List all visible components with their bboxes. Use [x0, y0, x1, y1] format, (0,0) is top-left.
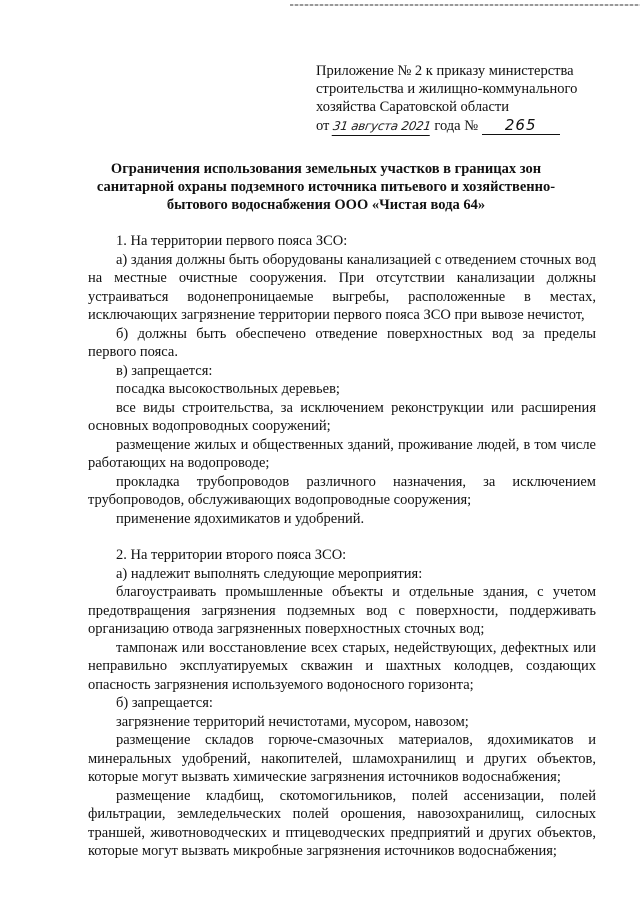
paragraph: посадка высокоствольных деревьев; [116, 381, 340, 397]
paragraph: размещение складов горюче-смазочных материалов, ядохимикатов и минеральных удобрений, накопителей, шламохранилищ и других объектов, которые могут вызвать химические загрязнения источников водоснабжения; [88, 732, 596, 785]
paragraph: все виды строительства, за исключением реконструкции или расширения основных водопроводных сооружений; [88, 399, 596, 434]
paragraph: тампонаж или восстановление всех старых, недействующих, дефектных или неправильно эксплуатируемых скважин и шахтных колодцев, создающих опасность загрязнения используемого водоносного горизонта; [88, 639, 596, 693]
scan-edge-artifact [290, 4, 640, 6]
paragraph: прокладка трубопроводов различного назначения, за исключением трубопроводов, обслуживающих водопроводные сооружения; [88, 473, 596, 508]
header-line-1: Приложение № 2 к приказу министерства [316, 63, 574, 79]
paragraph: б) должны быть обеспечено отведение поверхностных вод за пределы первого пояса. [88, 325, 596, 360]
paragraph: а) здания должны быть оборудованы канализацией с отведением сточных вод на местные очистные сооружения. При отсутствии канализации должны устраиваться водонепроницаемые выгребы, расположенные в местах, исключающих загрязнение территории первого пояса ЗСО при вывозе нечистот, [88, 251, 596, 323]
paragraph: благоустраивать промышленные объекты и отдельные здания, с учетом предотвращения загрязнения подземных вод с поверхности, поддерживать организацию отвода загрязненных поверхностных сточных вод; [88, 584, 596, 637]
paragraph: загрязнение территорий нечистотами, мусором, навозом; [116, 713, 469, 730]
handwritten-order-number: 265 [482, 116, 560, 135]
section-1-heading: 1. На территории первого пояса ЗСО: [116, 233, 348, 249]
header-date-line [316, 116, 616, 136]
paragraph: б) запрещается: [116, 695, 213, 711]
paragraph: применение ядохимикатов и удобрений. [116, 510, 365, 527]
document-title: Ограничения использования земельных участков в границах зон санитарной охраны подземного источника питьевого и хозяйственно-бытового водоснабжения ООО «Чистая вода 64» [96, 161, 556, 213]
header-line-2: строительства и жилищно-коммунального [316, 81, 578, 97]
paragraph: размещение кладбищ, скотомогильников, полей ассенизации, полей фильтрации, земледельческих полей орошения, навозохранилищ, силосных траншей, животноводческих и птицеводческих предприятий и других объектов, которые могут вызвать микробные загрязнения источников водоснабжения; [88, 787, 596, 859]
appendix-header [316, 62, 616, 136]
section-2-heading: 2. На территории второго пояса ЗСО: [116, 547, 347, 563]
document-body [88, 232, 596, 861]
header-line-3: хозяйства Саратовской области [316, 99, 510, 115]
date-prefix: от [316, 118, 330, 134]
handwritten-date: 31 августа 2021 [332, 117, 432, 136]
year-number-label: года № [434, 118, 479, 134]
paragraph: а) надлежит выполнять следующие мероприятия: [116, 565, 423, 582]
section-spacer [88, 528, 596, 546]
paragraph: размещение жилых и общественных зданий, проживание людей, в том числе работающих на водопроводе; [88, 436, 596, 471]
paragraph: в) запрещается: [116, 362, 213, 379]
